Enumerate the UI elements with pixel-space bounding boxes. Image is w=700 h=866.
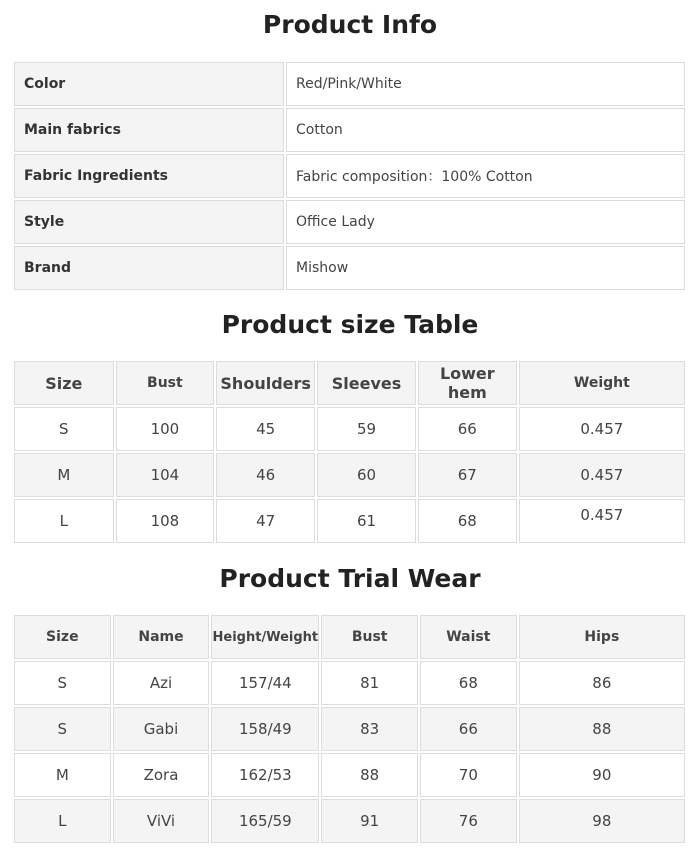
info-value: Mishow (286, 246, 685, 290)
table-header-row (14, 361, 685, 405)
table-cell: 88 (321, 753, 418, 797)
table-cell: M (14, 753, 111, 797)
table-header-row (14, 615, 685, 659)
column-header-height-weight: Height/Weight (211, 615, 319, 659)
table-cell: 0.457 (519, 453, 685, 497)
table-cell: 88 (519, 707, 685, 751)
column-header-bust: Bust (116, 361, 215, 405)
table-cell: 108 (116, 499, 215, 543)
table-cell: 59 (317, 407, 416, 451)
column-header-hips: Hips (519, 615, 685, 659)
product-info-title: Product Info (262, 10, 438, 39)
table-cell: 98 (519, 799, 685, 843)
table-cell: 90 (519, 753, 685, 797)
table-cell: 157/44 (211, 661, 319, 705)
table-cell: Azi (113, 661, 210, 705)
product-size-table (12, 359, 687, 545)
info-value: Office Lady (286, 200, 685, 244)
table-cell: S (14, 407, 114, 451)
table-cell: ViVi (113, 799, 210, 843)
table-cell: 60 (317, 453, 416, 497)
table-row (14, 707, 685, 751)
table-cell: M (14, 453, 114, 497)
info-value: Cotton (286, 108, 685, 152)
table-cell: 91 (321, 799, 418, 843)
table-row (14, 200, 685, 244)
table-cell: 45 (216, 407, 315, 451)
info-value: Fabric composition：100% Cotton (286, 154, 685, 198)
size-table-title: Product size Table (221, 310, 479, 339)
table-cell: 162/53 (211, 753, 319, 797)
table-row (14, 246, 685, 290)
info-label: Style (14, 200, 284, 244)
table-cell: 0.457 (519, 499, 685, 543)
info-label: Color (14, 62, 284, 106)
table-cell: 67 (418, 453, 517, 497)
info-label: Fabric Ingredients (14, 154, 284, 198)
info-value: Red/Pink/White (286, 62, 685, 106)
table-cell: Gabi (113, 707, 210, 751)
table-cell: 86 (519, 661, 685, 705)
table-row (14, 108, 685, 152)
table-cell: 66 (418, 407, 517, 451)
table-cell: 100 (116, 407, 215, 451)
table-cell: 68 (418, 499, 517, 543)
column-header-weight: Weight (519, 361, 685, 405)
table-cell: 66 (420, 707, 517, 751)
table-cell: L (14, 799, 111, 843)
column-header-waist: Waist (420, 615, 517, 659)
table-cell: 104 (116, 453, 215, 497)
column-header-lower-hem: Lower hem (418, 361, 517, 405)
table-cell: 0.457 (519, 407, 685, 451)
info-label: Main fabrics (14, 108, 284, 152)
table-cell: 158/49 (211, 707, 319, 751)
column-header-size: Size (14, 361, 114, 405)
table-cell: 165/59 (211, 799, 319, 843)
table-row (14, 753, 685, 797)
table-cell: 83 (321, 707, 418, 751)
column-header-size: Size (14, 615, 111, 659)
column-header-sleeves: Sleeves (317, 361, 416, 405)
table-row (14, 799, 685, 843)
column-header-shoulders: Shoulders (216, 361, 315, 405)
table-row (14, 407, 685, 451)
table-cell: S (14, 661, 111, 705)
table-row (14, 661, 685, 705)
table-row (14, 499, 685, 543)
table-cell: S (14, 707, 111, 751)
info-label: Brand (14, 246, 284, 290)
table-cell: L (14, 499, 114, 543)
column-header-name: Name (113, 615, 210, 659)
table-row (14, 154, 685, 198)
table-cell: 46 (216, 453, 315, 497)
trial-wear-title: Product Trial Wear (219, 564, 481, 593)
table-cell: 70 (420, 753, 517, 797)
table-cell: 68 (420, 661, 517, 705)
table-cell: 76 (420, 799, 517, 843)
product-info-table (12, 60, 687, 292)
product-trial-wear-table (12, 613, 687, 845)
column-header-bust: Bust (321, 615, 418, 659)
table-cell: 81 (321, 661, 418, 705)
table-row (14, 62, 685, 106)
table-cell: Zora (113, 753, 210, 797)
table-cell: 61 (317, 499, 416, 543)
table-row (14, 453, 685, 497)
table-cell: 47 (216, 499, 315, 543)
